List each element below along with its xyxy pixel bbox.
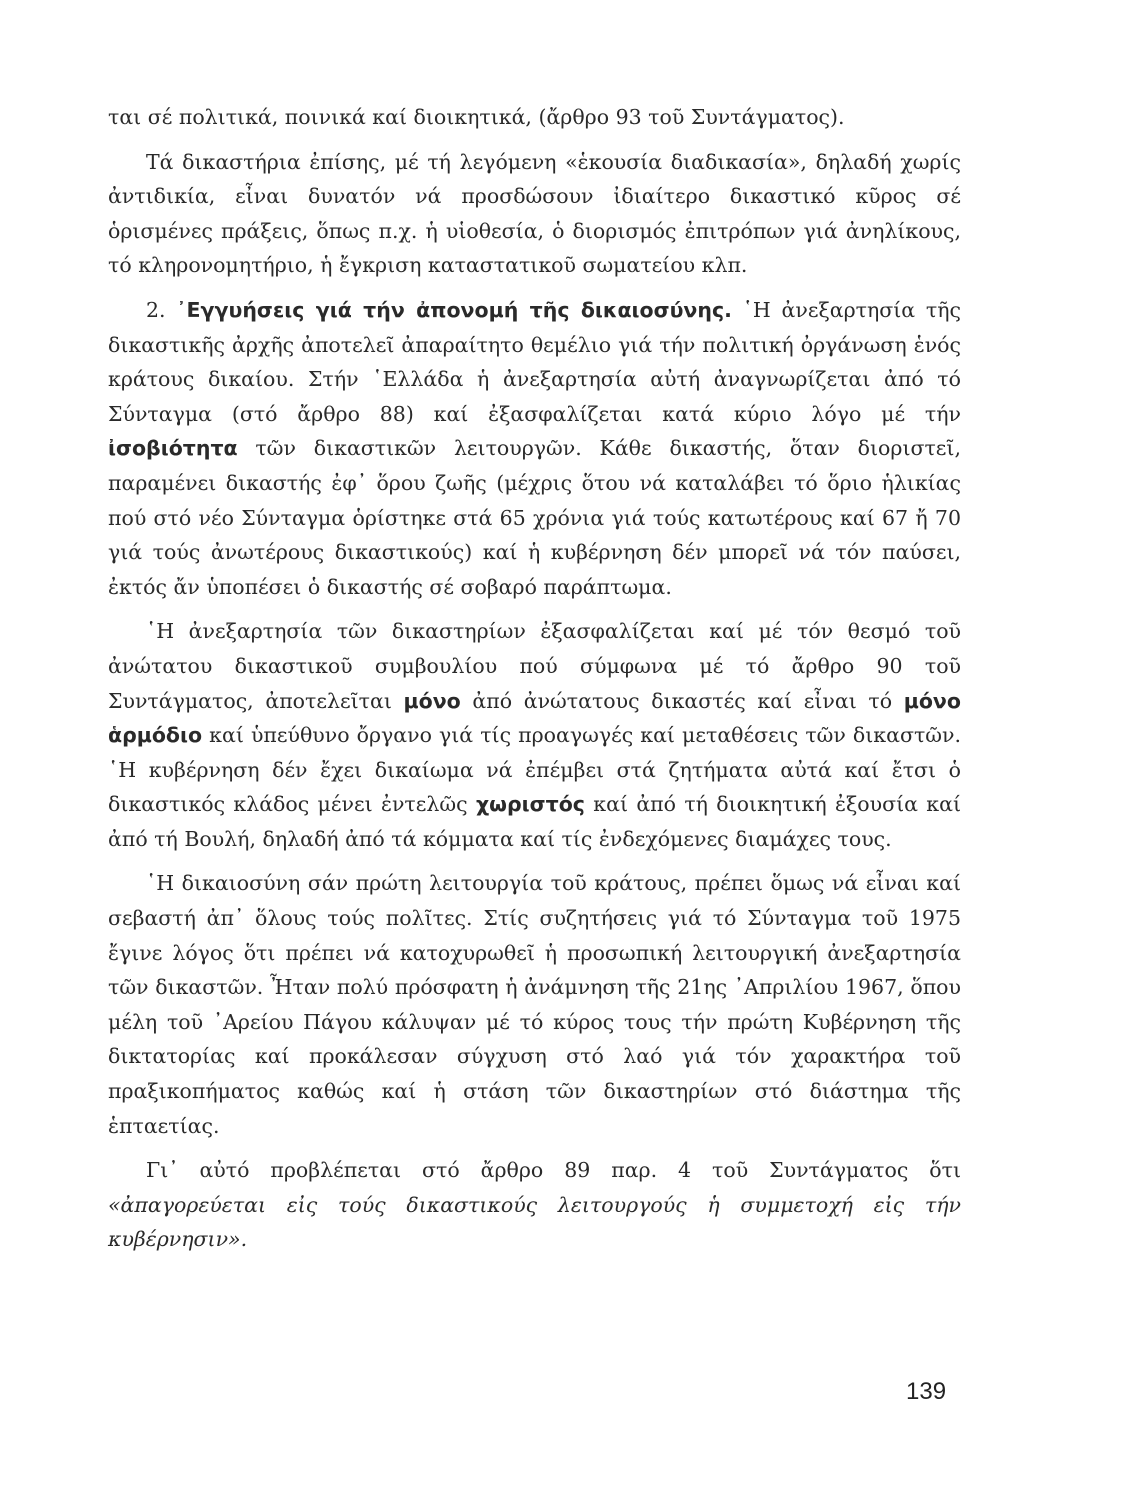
emphasis-bold: χωριστός	[475, 792, 585, 817]
text-run: Γι᾿ αὐτό προβλέπεται στό ἄρθρο 89 παρ. 4 τοῦ Συντάγματος ὅτι	[146, 1158, 961, 1183]
paragraph-article-89	[108, 1153, 961, 1257]
paragraph-continuation	[108, 100, 961, 135]
paragraph-voluntary-jurisdiction	[108, 145, 961, 283]
text-run: τῶν δικαστικῶν λειτουργῶν. Κάθε δικαστής, ὅταν διοριστεῖ, παραμένει δικαστής ἐφ᾿ ὅρου ζωῆς (μέχρις ὅτου νά καταλάβει τό ὅριο ἡλικίας πού στό νέο Σύνταγμα ὁρίστηκε στά 65 χρόνια γιά τούς κατωτέρους καί 67 ἤ 70 γιά τούς ἀνωτέρους δικαστικούς) καί ἡ κυβέρνηση δέν μπορεῖ νά τόν παύσει, ἐκτός ἄν ὑποπέσει ὁ δικαστής σέ σοβαρό παράπτωμα.	[108, 436, 961, 599]
text-run: ῾Η ἀνεξαρτησία τῆς δικαστικῆς ἀρχῆς ἀποτελεῖ ἀπαραίτητο θεμέλιο γιά τήν πολιτική ὀργάνωση ἑνός κράτους δικαίου. Στήν ῾Ελλάδα ἡ ἀνεξαρτησία αὐτή ἀναγνωρίζεται ἀπό τό Σύνταγμα (στό ἄρθρο 88) καί ἐξασφαλίζεται κατά κύριο λόγο μέ τήν	[108, 297, 961, 426]
text-run: ἀπό ἀνώτατους δικαστές καί εἶναι τό	[460, 688, 904, 713]
section-number: 2.	[146, 297, 177, 322]
emphasis-bold: μόνο	[403, 688, 461, 713]
paragraph-judicial-council	[108, 614, 961, 856]
page-number: 139	[906, 1378, 947, 1405]
text-run: ῾Η δικαιοσύνη σάν πρώτη λειτουργία τοῦ κράτους, πρέπει ὅμως νά εἶναι καί σεβαστή ἀπ᾿ ὅλους τούς πολῖτες. Στίς συζητήσεις γιά τό Σύνταγμα τοῦ 1975 ἔγινε λόγος ὅτι πρέπει νά κατοχυρωθεῖ ἡ προσωπική λειτουργική ἀνεξαρτησία τῶν δικαστῶν. Ἦταν πολύ πρόσφατη ἡ ἀνάμνηση τῆς 21ης ᾿Απριλίου 1967, ὅπου μέλη τοῦ ᾿Αρείου Πάγου κάλυψαν μέ τό κύρος τους τήν πρώτη Κυβέρνηση τῆς δικτατορίας καί προκάλεσαν σύγχυση στό λαό γιά τόν χαρακτήρα τοῦ πραξικοπήματος καθώς καί ἡ στάση τῶν δικαστηρίων στό διάστημα τῆς ἑπταετίας.	[108, 871, 961, 1138]
paragraph-guarantees-justice	[108, 293, 961, 604]
section-heading: ᾿Εγγυήσεις γιά τήν ἀπονομή τῆς δικαιοσύνης.	[176, 297, 732, 322]
text-run: καί ἀπό τή διοικητική ἐξουσία καί ἀπό τή Βουλή, δηλαδή ἀπό τά κόμματα καί τίς ἐνδεχόμενες διαμάχες τους.	[108, 792, 961, 851]
text-run: ται σέ πολιτικά, ποινικά καί διοικητικά, (ἄρθρο 93 τοῦ Συντάγματος).	[108, 105, 845, 129]
text-run: ῾Η ἀνεξαρτησία τῶν δικαστηρίων ἐξασφαλίζεται καί μέ τόν θεσμό τοῦ ἀνώτατου δικαστικοῦ συμβουλίου πού σύμφωνα μέ τό ἄρθρο 90 τοῦ Συντάγματος, ἀποτελεῖται	[108, 619, 961, 713]
text-run: καί ὑπεύθυνο ὄργανο γιά τίς προαγωγές καί μεταθέσεις τῶν δικαστῶν. ῾Η κυβέρνηση δέν ἔχει δικαίωμα νά ἐπέμβει στά ζητήματα αὐτά καί ἔτσι ὁ δικαστικός κλάδος μένει ἐντελῶς	[108, 723, 961, 817]
paragraph-respect-for-justice	[108, 866, 961, 1143]
quotation-italic: «ἀπαγορεύεται εἰς τούς δικαστικούς λειτουργούς ἡ συμμετοχή εἰς τήν κυβέρνησιν».	[108, 1192, 961, 1252]
page-body	[108, 100, 961, 1267]
emphasis-bold: ἰσοβιότητα	[108, 436, 238, 461]
emphasis-bold: μόνο ἁρμόδιο	[108, 688, 961, 748]
text-run: Τά δικαστήρια ἐπίσης, μέ τή λεγόμενη «ἑκουσία διαδικασία», δηλαδή χωρίς ἀντιδικία, εἶναι δυνατόν νά προσδώσουν ἰδιαίτερο δικαστικό κῦρος σέ ὁρισμένες πράξεις, ὅπως π.χ. ἡ υἱοθεσία, ὁ διορισμός ἐπιτρόπων γιά ἀνηλίκους, τό κληρονομητήριο, ἡ ἔγκριση καταστατικοῦ σωματείου κλπ.	[108, 149, 961, 278]
